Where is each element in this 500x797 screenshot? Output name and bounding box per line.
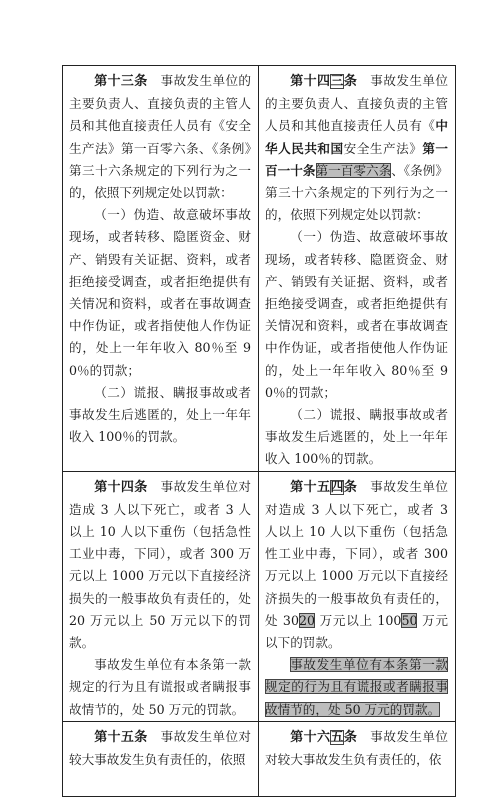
article-number <box>290 730 357 745</box>
paragraph <box>265 476 448 655</box>
text: 事故发生单位对较大事故发生负有责任的，依 <box>265 728 448 768</box>
text: 安全生产法》 <box>343 140 423 156</box>
inserted-text: 第一百一十条 <box>265 140 449 178</box>
paragraph: 事故发生单位有本条第一款规定的行为且有谎报或者瞒报事故情节的，处 50 万元的罚款。 <box>69 657 251 717</box>
paragraph <box>265 726 448 771</box>
text: 万元以上 100 <box>315 612 402 628</box>
paragraph <box>265 70 448 226</box>
paragraph <box>265 654 448 721</box>
text: 事故发生单位的主要负责人、直接负责的主管人员和其他直接责任人员有《 <box>265 73 448 134</box>
inserted-text: 第十四 <box>290 74 331 89</box>
text: 事故发生单位对较大事故发生负有责任的，依照 <box>69 728 251 768</box>
table-row <box>63 721 456 796</box>
paragraph: （一）伪造、故意破坏事故现场，或者转移、隐匿资金、财产、销毁有关证据、资料，或者拒绝接受调查，或者拒绝提供有关情况和资料，或者在事故调查中作伪证，或者指使他人作伪证的，处上一年年收入 80％至 90％的罚款； <box>69 207 251 378</box>
text: 条 <box>343 729 358 745</box>
old-article-15-cell <box>63 721 259 796</box>
table-row <box>63 66 456 472</box>
comparison-page <box>62 65 455 797</box>
text: 条 <box>343 74 358 89</box>
inserted-text: 中华人民共和国 <box>265 118 448 156</box>
comparison-table <box>62 65 456 797</box>
article-number <box>290 480 357 495</box>
text: 、《条例》第三十六条规定的下列行为之一的，依照下列规定处以罚款： <box>265 162 449 223</box>
paragraph: （一）伪造、故意破坏事故现场，或者转移、隐匿资金、财产、销毁有关证据、资料，或者拒绝接受调查，或者拒绝提供有关情况和资料，或者在事故调查中作伪证，或者指使他人作伪证的，处上一年年收入 80％至 90％的罚款； <box>265 229 448 400</box>
text: 条 <box>343 479 358 495</box>
deleted-text: 四 <box>330 479 344 495</box>
text: 事故发生单位的主要负责人、直接负责的主管人员和其他直接责任人员有《安全生产法》第一百零六条、《条例》第三十六条规定的下列行为之一的，依照下列规定处以罚款： <box>69 73 251 201</box>
table-row <box>63 471 456 721</box>
paragraph <box>69 70 251 204</box>
deleted-text: 第一百零六条 <box>315 162 392 178</box>
text: 事故发生单位对造成 3 人以下死亡，或者 3 人以上 10 人以下重伤（包括急性工业中毒，下同），或者 300 万元以上 1000 万元以下直接经济损失的一般事故负有责任的，处 20 万元以上 50 万元以下的罚款。 <box>69 478 251 651</box>
article-number: 第十三条 <box>94 74 148 89</box>
paragraph <box>69 726 251 771</box>
deleted-text: 三 <box>330 74 344 89</box>
deleted-text: 五 <box>330 729 344 745</box>
new-article-15-cell <box>259 471 456 721</box>
article-number <box>290 74 357 89</box>
old-article-13-cell <box>63 66 259 472</box>
deleted-text: 20 <box>298 612 315 628</box>
inserted-text: 第十六 <box>290 729 331 745</box>
article-number: 第十四条 <box>94 479 148 495</box>
text: 万元以下的罚款。 <box>265 612 448 651</box>
article-number: 第十五条 <box>94 729 148 745</box>
deleted-text: 事故发生单位有本条第一款规定的行为且有谎报或者瞒报事故情节的，处 50 万元的罚款。 <box>265 657 448 717</box>
new-article-14-cell <box>259 66 456 472</box>
paragraph <box>69 476 251 655</box>
inserted-text: 第十五 <box>290 479 331 495</box>
paragraph: （二）谎报、瞒报事故或者事故发生后逃匿的，处上一年年收入 100％的罚款。 <box>69 384 251 445</box>
deleted-text: 50 <box>401 612 418 628</box>
new-article-16-cell <box>259 721 456 796</box>
text: 事故发生单位对造成 3 人以下死亡，或者 3 人以上 10 人以下重伤（包括急性工业中毒，下同），或者 300 万元以上 1000 万元以下直接经济损失的一般事故负有责任的，处 30 <box>265 478 448 628</box>
old-article-14-cell <box>63 471 259 721</box>
paragraph: （二）谎报、瞒报事故或者事故发生后逃匿的，处上一年年收入 100％的罚款。 <box>265 407 448 467</box>
